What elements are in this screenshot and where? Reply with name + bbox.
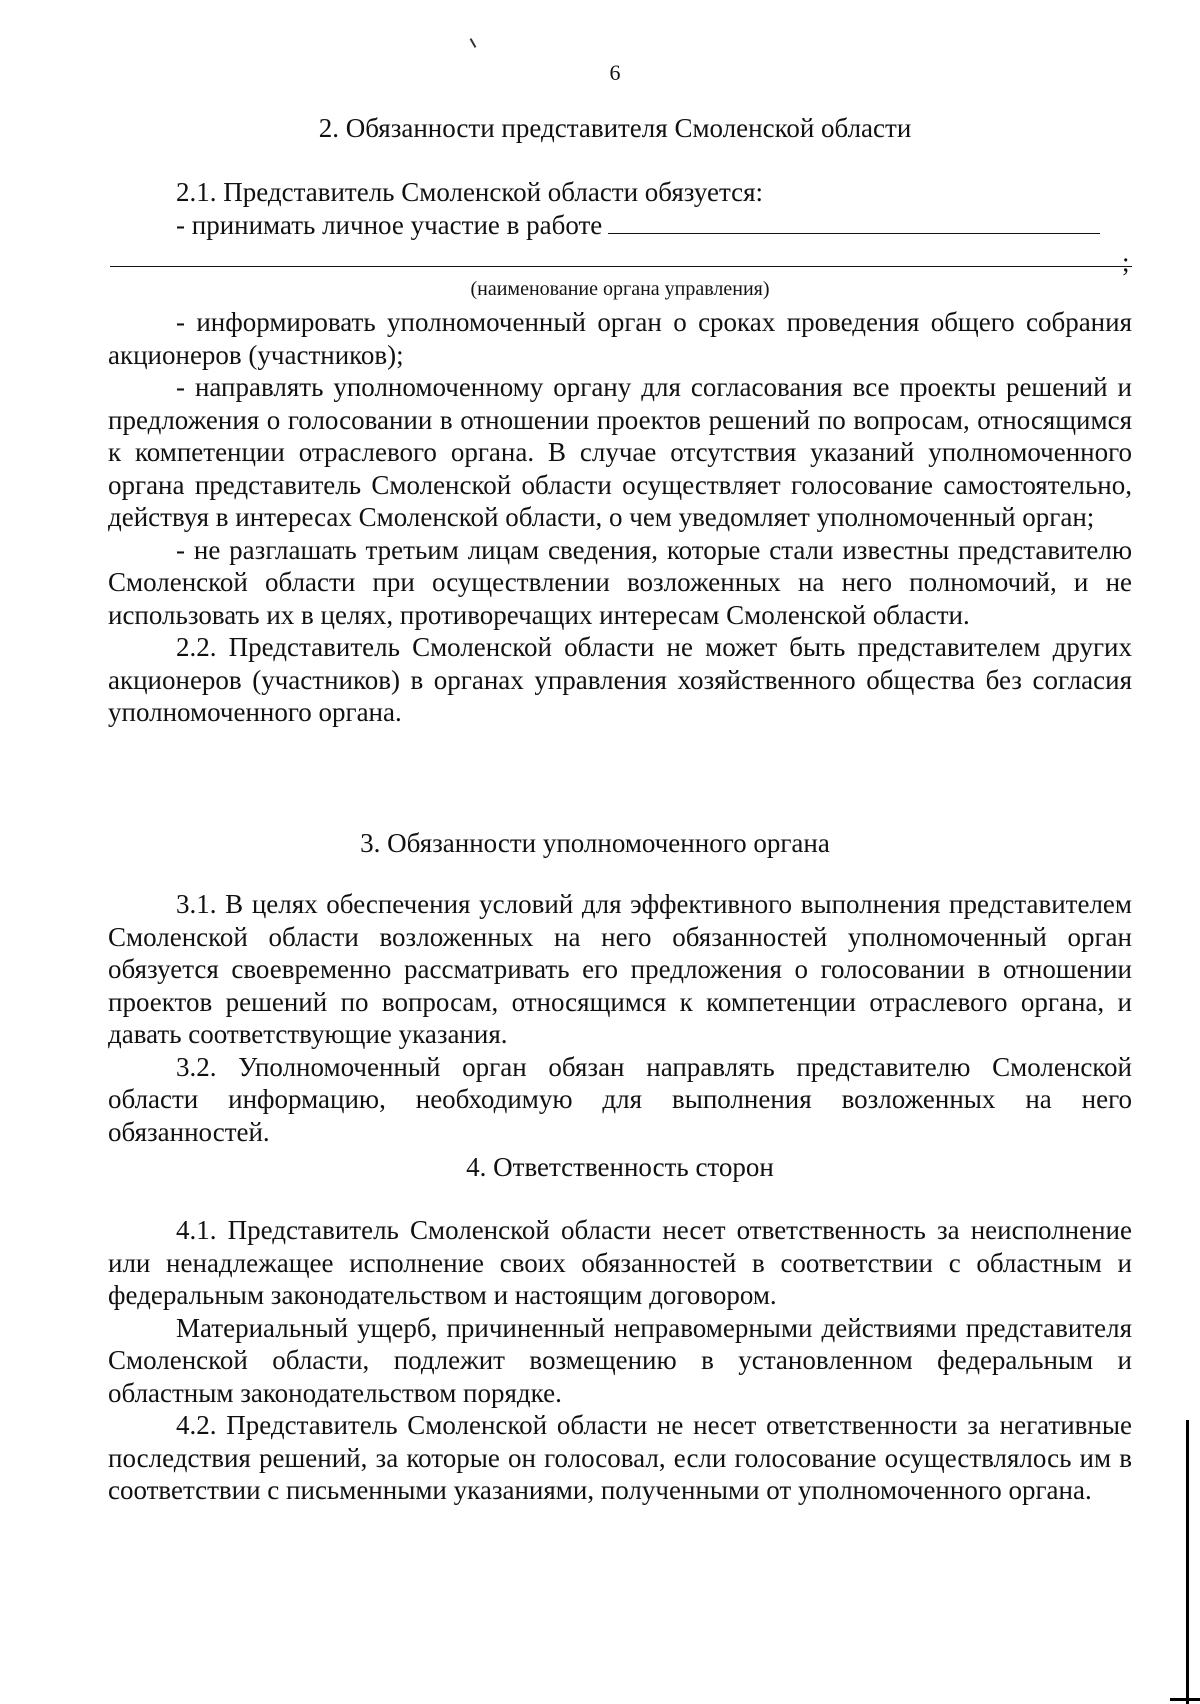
section-2-intro	[108, 176, 1132, 241]
page-number: 6	[609, 60, 621, 85]
paragraph-participation	[108, 209, 1132, 242]
section-3-body	[108, 888, 1132, 1148]
paragraph-confidentiality: - не разглашать третьим лицам сведения, которые стали известны представителю Смоленской области при осуществлении возложенных на него полномочий, и не использовать их в целях, противоречащих интересам Смоленской области.	[108, 534, 1132, 630]
scan-edge-bottom	[1170, 1698, 1200, 1701]
paragraph-damage: Материальный ущерб, причиненный неправомерными действиями представителя Смоленской области, подлежит возмещению в установленном федеральным и областным законодательством порядке.	[108, 1312, 1132, 1408]
paragraph-4-2: 4.2. Представитель Смоленской области не несет ответственности за негативные последствия решений, за которые он голосовал, если голосование осуществлялось им в соответствии с письменными указаниями, полученными от уполномоченного органа.	[108, 1410, 1132, 1505]
paragraph-4-1: 4.1. Представитель Смоленской области несет ответственность за неисполнение или ненадлежащее исполнение своих обязанностей в соответствии с областным и федеральным законодательством и настоящим договором.	[108, 1215, 1132, 1310]
paragraph-inform: - информировать уполномоченный орган о сроках проведения общего собрания акционеров (участников);	[108, 307, 1132, 370]
fill-in-line-full	[110, 264, 1132, 267]
paragraph-submit: - направлять уполномоченному органу для согласования все проекты решений и предложения о голосовании в отношении проектов решений по вопросам, относящимся к компетенции отраслевого органа. В случае отсутствия указаний уполномоченного органа представитель Смоленской области осуществляет голосование самостоятельно, действуя в интересах Смоленской области, о чем уведомляет уполномоченный орган;	[108, 372, 1132, 532]
fill-in-line	[608, 211, 1100, 234]
paragraph-3-2: 3.2. Уполномоченный орган обязан направлять представителю Смоленской области информацию, необходимую для выполнения возложенных на него обязанностей.	[108, 1051, 1132, 1147]
participation-text: - принимать личное участие в работе	[176, 209, 603, 240]
section-2-duties	[108, 306, 1132, 729]
scan-edge-right	[1186, 1420, 1189, 1704]
line-semicolon: ;	[1122, 247, 1130, 277]
paragraph-2-1: 2.1. Представитель Смоленской области обязуется:	[176, 177, 764, 207]
section-4-heading: 4. Ответственность сторон	[466, 1152, 774, 1182]
paragraph-2-2: 2.2. Представитель Смоленской области не может быть представителем других акционеров (участников) в органах управления хозяйственного общества без согласия уполномоченного органа.	[108, 632, 1132, 727]
section-3-heading: 3. Обязанности уполномоченного органа	[360, 828, 830, 858]
section-2-heading: 2. Обязанности представителя Смоленской области	[318, 113, 912, 143]
line-caption: (наименование органа управления)	[470, 278, 770, 300]
section-4-body	[108, 1214, 1132, 1507]
paragraph-3-1: 3.1. В целях обеспечения условий для эффективного выполнения представителем Смоленской области возложенных на него обязанностей уполномоченный орган обязуется своевременно рассматривать его предложения о голосовании в отношении проектов решений по вопросам, относящимся к компетенции отраслевого органа, и давать соответствующие указания.	[108, 889, 1132, 1049]
scan-mark	[470, 38, 477, 48]
